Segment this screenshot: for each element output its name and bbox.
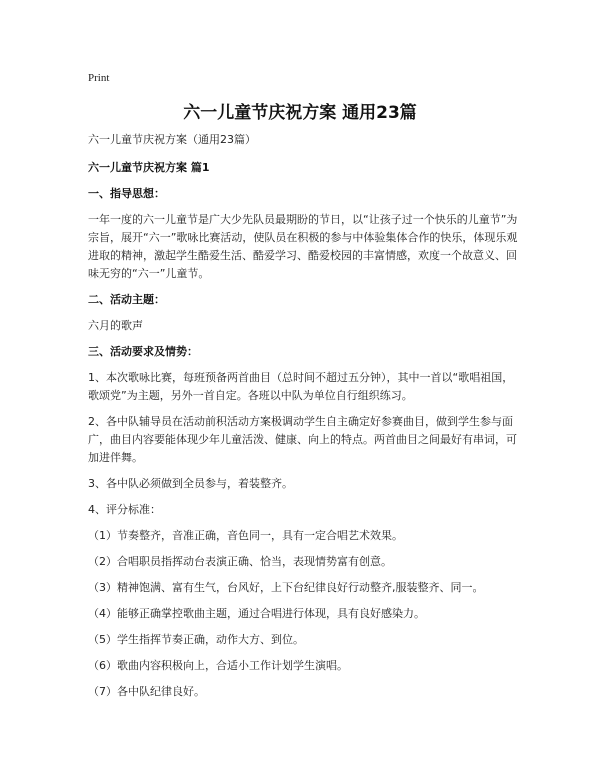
criteria-item: （3）精神饱满、富有生气，台风好，上下台纪律良好行动整齐,服装整齐、同一。 [88,581,484,594]
document-body [88,131,518,709]
criteria-item: （1）节奏整齐，音准正确，音色同一，具有一定合唱艺术效果。 [88,529,403,542]
paragraph-activity-theme: 六月的歌声 [88,319,143,332]
paragraph-guiding-ideology: 一年一度的六一儿童节是广大少先队员最期盼的节日，以“让孩子过一个快乐的儿童节”为宗旨，展开“六一”歌咏比赛活动，使队员在积极的参与中体验集体合作的快乐，体现乐观进取的精神，激起学生酷爱生活、酷爱学习、酷爱校园的丰富情感，欢度一个故意义、回味无穷的“六一”儿童节。 [88,213,518,280]
criteria-item: （2）合唱职员指挥动台表演正确、恰当，表现情势富有创意。 [88,555,392,568]
print-label: Print [88,72,110,84]
requirement-3: 3、各中队必须做到全员参与，着装整齐。 [88,477,293,490]
requirement-1: 1、本次歌咏比赛，每班预备两首曲目（总时间不超过五分钟），其中一首以“歌唱祖国，歌颂党”为主题，另外一首自定。各班以中队为单位自行组织练习。 [88,371,514,402]
criteria-item: （6）歌曲内容积极向上，合适小工作计划学生演唱。 [88,659,348,672]
requirement-2: 2、各中队辅导员在活动前积活动方案极调动学生自主确定好参赛曲目，做到学生参与面广，曲目内容要能体现少年儿童活泼、健康、向上的特点。两首曲目之间最好有串词，可加进伴舞。 [88,415,517,464]
criteria-item: （7）各中队纪律良好。 [88,685,205,698]
requirement-4: 4、评分标准： [88,503,161,516]
heading-requirements: 三、活动要求及情势： [88,345,198,358]
page-title: 六一儿童节庆祝方案 通用23篇 [183,103,417,123]
heading-guiding-ideology: 一、指导思想： [88,187,165,200]
section-title: 六一儿童节庆祝方案 篇1 [88,161,210,174]
criteria-item: （5）学生指挥节奏正确，动作大方、到位。 [88,633,304,646]
heading-activity-theme: 二、活动主题： [88,293,165,306]
criteria-item: （4）能够正确掌控歌曲主题，通过合唱进行体现，具有良好感染力。 [88,607,425,620]
document-subtitle: 六一儿童节庆祝方案（通用23篇） [88,133,256,146]
